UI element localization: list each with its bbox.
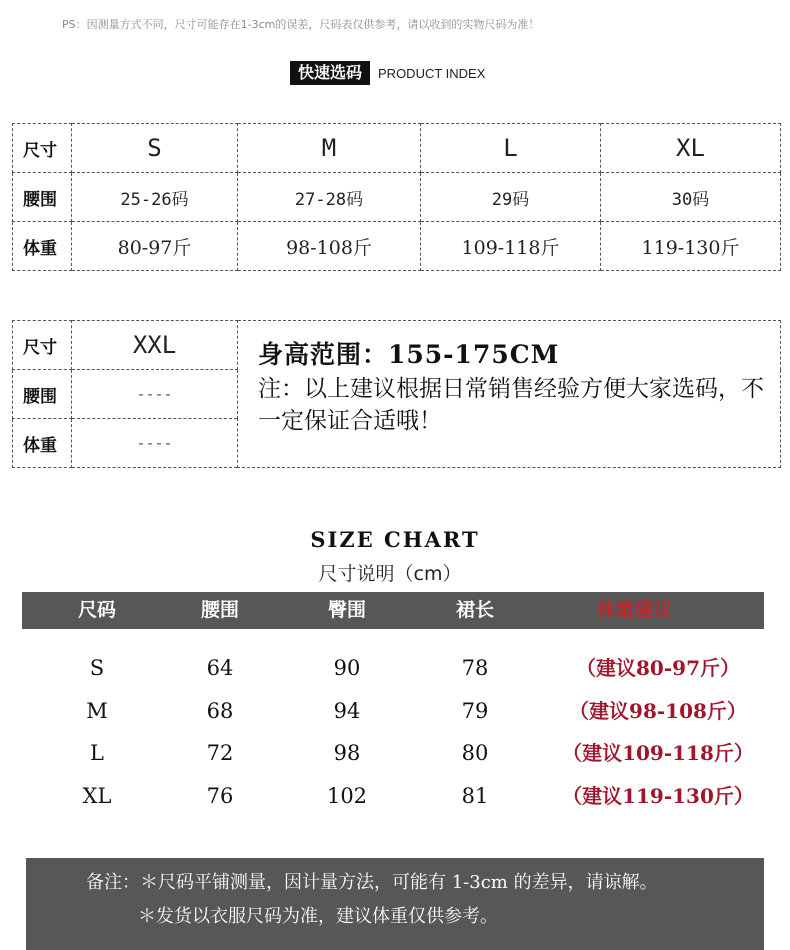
header-waist: 腰围: [200, 599, 239, 621]
height-range: 身高范围：155-175CM: [258, 340, 560, 369]
length-value: 79: [461, 699, 489, 723]
weight-advice: （建议98-108斤）: [569, 699, 747, 723]
header-size: 尺码: [77, 599, 116, 621]
row-label: 尺寸: [13, 321, 72, 370]
hip-value: 94: [333, 699, 361, 723]
size-value: L: [90, 741, 104, 765]
waist-cell: 30码: [601, 173, 781, 222]
length-value: 78: [461, 656, 489, 680]
waist-cell: 25-26码: [72, 173, 238, 222]
size-value: XL: [82, 784, 112, 808]
table-row: [0, 776, 790, 816]
waist-value: 64: [206, 656, 234, 680]
row-label: 体重: [13, 419, 72, 468]
product-index-heading: [290, 61, 485, 85]
length-value: 80: [461, 741, 489, 765]
selection-note: 注：以上建议根据日常销售经验方便大家选码，不一定保证合适哦！: [258, 376, 764, 434]
quick-size-table: [12, 123, 781, 271]
size-cell: L: [421, 124, 601, 173]
hip-value: 102: [326, 784, 368, 808]
weight-advice: （建议119-130斤）: [562, 784, 754, 808]
waist-value: 76: [206, 784, 234, 808]
remark-line-1: 备注：＊尺码平铺测量，因计量方法，可能有 1-3cm 的差异，请谅解。: [86, 872, 658, 893]
height-note-cell: [238, 321, 781, 468]
size-chart-header: [22, 592, 764, 629]
weight-cell: 98-108斤: [238, 222, 421, 271]
waist-cell: ----: [72, 370, 238, 419]
row-label: 体重: [13, 222, 72, 271]
size-chart-title: SIZE CHART: [310, 527, 480, 552]
product-index-label-cn: 快速选码: [290, 61, 370, 85]
table-row: [13, 222, 781, 271]
ps-note: PS：因测量方式不同，尺寸可能存在1-3cm的误差，尺码表仅供参考，请以收到的实物尺码为准！: [62, 18, 540, 31]
footer-remarks: [26, 858, 764, 950]
size-cell: S: [72, 124, 238, 173]
size-cell: M: [238, 124, 421, 173]
header-hip: 臀围: [327, 599, 366, 621]
size-cell: XXL: [72, 321, 238, 370]
waist-cell: 27-28码: [238, 173, 421, 222]
waist-value: 68: [206, 699, 234, 723]
weight-advice: （建议80-97斤）: [576, 656, 740, 680]
waist-cell: 29码: [421, 173, 601, 222]
product-index-label-en: PRODUCT INDEX: [378, 65, 486, 81]
xxl-size-table: [12, 320, 781, 468]
row-label: 腰围: [13, 173, 72, 222]
row-label: 尺寸: [13, 124, 72, 173]
table-row: [0, 691, 790, 731]
weight-cell: 80-97斤: [72, 222, 238, 271]
weight-cell: 109-118斤: [421, 222, 601, 271]
table-row: [13, 173, 781, 222]
hip-value: 98: [333, 741, 361, 765]
table-row: [0, 648, 790, 688]
hip-value: 90: [333, 656, 361, 680]
size-chart-subtitle: 尺寸说明（cm）: [318, 563, 462, 585]
size-value: S: [89, 656, 105, 680]
remark-line-2: ＊发货以衣服尺码为准，建议体重仅供参考。: [138, 906, 498, 927]
table-row: [13, 124, 781, 173]
size-cell: XL: [601, 124, 781, 173]
header-skirt-length: 裙长: [455, 599, 494, 621]
length-value: 81: [461, 784, 489, 808]
row-label: 腰围: [13, 370, 72, 419]
weight-cell: 119-130斤: [601, 222, 781, 271]
table-row: [13, 321, 781, 370]
size-value: M: [86, 699, 108, 723]
header-weight-advice: 体重建议: [596, 599, 673, 621]
waist-value: 72: [206, 741, 234, 765]
weight-cell: ----: [72, 419, 238, 468]
weight-advice: （建议109-118斤）: [562, 741, 754, 765]
table-row: [0, 733, 790, 773]
